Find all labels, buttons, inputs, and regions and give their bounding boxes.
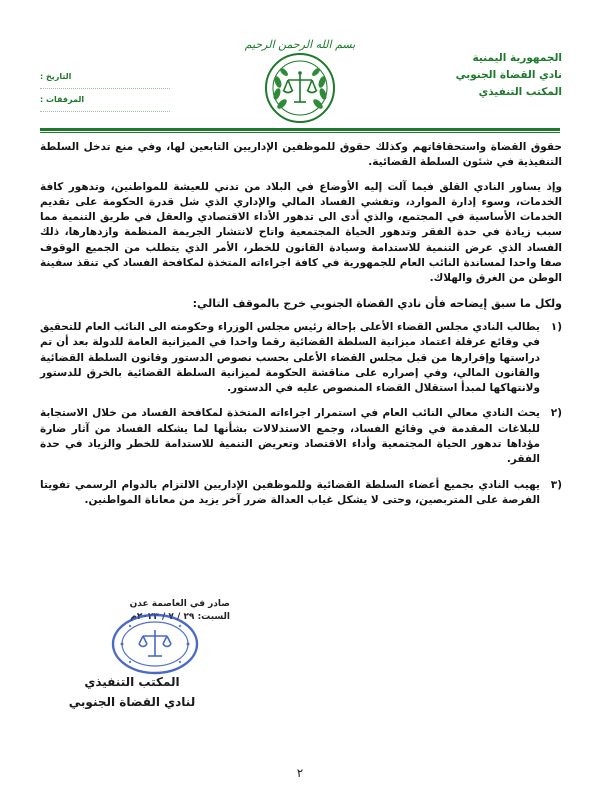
header-divider-thin	[40, 132, 560, 133]
issued-place: صادر في العاصمة عدن	[129, 599, 230, 609]
list-item	[40, 320, 562, 396]
list-item-number: (٣	[550, 478, 562, 491]
blue-official-stamp-icon	[110, 612, 200, 676]
org-country: الجمهورية اليمنية	[472, 52, 562, 64]
list-item-text: يطالب النادي مجلس القضاء الأعلى بإحالة رئيس مجلس الوزراء وحكومته الى النائب العام للتحقيق في وقائع عرقلة اعتماد ميزانية السلطة القضائية رقما واحدا في الميزانية العامة للدولة بعد أن تم دراستها وإقرارها من قبل مجلس القضاء الأعلى بحسب نصوص الدستور وقانون السلطة القضائية والقانون المالي، وفي إصراره على مناقشة الحكومة لميزانية السلطة القضائية بالخرق للدستور ولانتهاكها لمبدأ استقلال القضاء المنصوص عليه في الدستور.	[40, 320, 540, 395]
scales-of-justice-emblem-icon	[264, 52, 336, 124]
list-item-text: يحث النادي معالي النائب العام في استمرار اجراءاته المتخذة لمكافحة الفساد من خلال الاستجابة للبلاغات المقدمة في وقائع الفساد، وجمع الاستدلالات بشأنها لما يشكله الفساد من آثار ضارة مؤداها تدهور الحياة المجتمعية وأداء الاقتصاد وتعريض التنمية للاستدامة للخطر والزياد في حدة الفقر.	[40, 407, 540, 466]
paragraph-concern-text: النادي القلق فيما آلت إليه الأوضاع في البلاد من تدني للعيشة للمواطنين، وتدهور كافة الخدمات، وسوء إدارة الموارد، وتفشي الفساد المالي والإداري الذي شل قدرة الحكومة على تقديم الخدمات الأساسية في المجتمع، والذي أدى الى تدهور الأداء الاقتصادي والعقل في طريق التنمية مما سبب زيادة في حدة الفقر وتدهور الحياة المجتمعية واتاح لانتشار الجريمة المنظمة وازدهارها، ذلك الفساد الذي عرض التنمية للاستدامة وسيادة القانون للخطر، الأمر الذي يتطلب من الجميع الوقوف صفا واحدا لمساندة النائب العام للجمهورية في كافة اجراءاته المتخذة لمكافحة الفساد كي تنقذ سفينة الوطن من الغرق والهلاك.	[40, 180, 562, 285]
list-item	[40, 478, 562, 509]
position-heading: ولكل ما سبق إيضاحه فأن نادي القضاة الجنوبي خرج بالموقف التالي:	[192, 296, 562, 310]
signature-block	[42, 672, 222, 712]
attachments-label: المرفقات :	[40, 89, 170, 112]
org-club-name: نادي القضاة الجنوبي	[455, 69, 562, 81]
organization-header	[412, 50, 562, 101]
issued-date: السبت: ٢٩ / ٧ / ٢٠٢٣م	[130, 612, 230, 622]
list-item-number: (١	[550, 320, 562, 333]
date-label: التاريخ :	[40, 66, 170, 89]
paragraph-lead: وإذ يساور	[509, 180, 562, 193]
header-divider	[40, 128, 560, 131]
org-office: المكتب التنفيذي	[478, 86, 562, 98]
signature-line-club: لنادي القضاة الجنوبي	[68, 695, 196, 709]
date-attachments-block	[40, 66, 170, 112]
list-item-number: (٢	[550, 407, 562, 420]
letter-body	[40, 140, 562, 518]
paragraph-intro: حقوق القضاة واستحقاقاتهم وكذلك حقوق للموظفين الإداريين التابعين لها، وفي منع تدخل السلطة التنفيذية في شئون السلطة القضائية.	[40, 141, 562, 169]
list-item-text: يهيب النادي بجميع أعضاء السلطة القضائية وللموظفين الإداريين الالتزام بالدوام الرسمي تفويتا الفرصة على المتربصين، وحتى لا يشكل غياب العدالة ضرر آخر يزيد من معاناة المواطنين.	[40, 478, 540, 506]
basmala: بسم الله الرحمن الرحيم	[244, 38, 356, 51]
paragraph-concern	[40, 180, 562, 287]
page-number: ٢	[296, 766, 304, 780]
list-item	[40, 406, 562, 467]
signature-line-office: المكتب التنفيذي	[84, 675, 180, 689]
